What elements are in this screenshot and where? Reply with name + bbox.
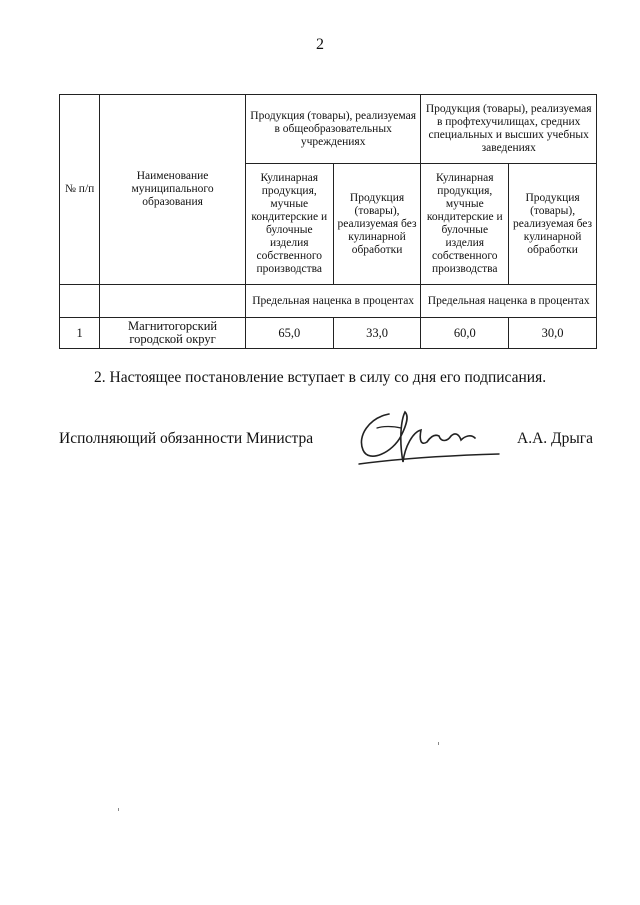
markup-table <box>59 94 597 349</box>
header-unit-spacer-no <box>60 285 100 318</box>
scan-speck <box>118 808 119 811</box>
page-number: 2 <box>316 36 324 53</box>
header-municipality: Наименование муниципального образования <box>100 95 246 285</box>
handwritten-signature <box>349 406 529 476</box>
cell-colleges-culinary: 60,0 <box>421 318 509 349</box>
header-group-colleges: Продукция (товары), реализуемая в профтехучилищах, средних специальных и высших учебных заведениях <box>421 95 597 164</box>
cell-schools-goods: 33,0 <box>333 318 421 349</box>
table-header-row-unit <box>60 285 597 318</box>
header-schools-goods: Продукция (товары), реализуемая без кулинарной обработки <box>333 164 421 285</box>
table-header-row-group <box>60 95 597 164</box>
cell-colleges-goods: 30,0 <box>509 318 597 349</box>
header-no: № п/п <box>60 95 100 285</box>
scan-speck <box>438 742 439 745</box>
header-colleges-culinary: Кулинарная продукция, мучные кондитерские и булочные изделия собственного производства <box>421 164 509 285</box>
cell-schools-culinary: 65,0 <box>245 318 333 349</box>
header-unit-colleges: Предельная наценка в процентах <box>421 285 597 318</box>
header-unit-schools: Предельная наценка в процентах <box>245 285 421 318</box>
header-group-schools: Продукция (товары), реализуемая в общеобразовательных учреждениях <box>245 95 421 164</box>
signatory-name: А.А. Дрыга <box>517 430 593 447</box>
header-schools-culinary: Кулинарная продукция, мучные кондитерские и булочные изделия собственного производства <box>245 164 333 285</box>
header-colleges-goods: Продукция (товары), реализуемая без кулинарной обработки <box>509 164 597 285</box>
cell-municipality: Магнитогорский городской округ <box>100 318 246 349</box>
header-unit-spacer-name <box>100 285 246 318</box>
table-row <box>60 318 597 349</box>
signature-block <box>59 428 597 488</box>
cell-no: 1 <box>60 318 100 349</box>
signatory-title: Исполняющий обязанности Министра <box>59 430 314 447</box>
effective-clause: 2. Настоящее постановление вступает в силу со дня его подписания. <box>94 369 547 386</box>
